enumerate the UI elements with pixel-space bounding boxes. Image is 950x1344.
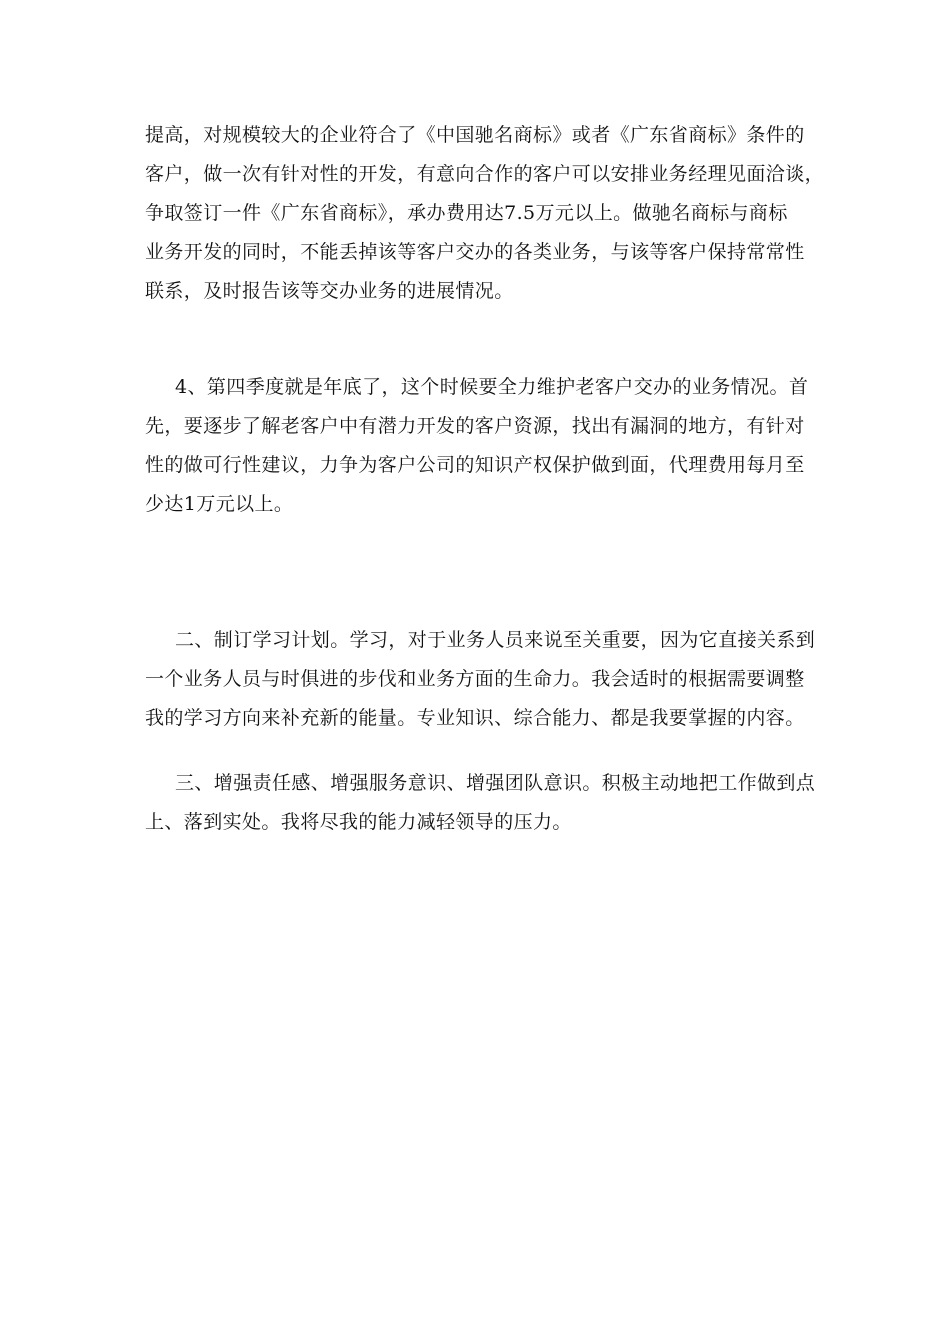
paragraph-fourth-quarter [145,368,810,524]
text-line: 一个业务人员与时俱进的步伐和业务方面的生命力。我会适时的根据需要调整 [145,668,805,690]
text-line: 性的做可行性建议，力争为客户公司的知识产权保护做到面，代理费用每月至 [145,454,805,476]
text-line: 先，要逐步了解老客户中有潜力开发的客户资源，找出有漏洞的地方，有针对 [145,415,805,437]
text-line: 三、增强责任感、增强服务意识、增强团队意识。积极主动地把工作做到点 [175,772,816,794]
text-line: 联系，及时报告该等交办业务的进展情况。 [145,280,514,302]
text-line: 少达1万元以上。 [145,493,294,515]
text-line: 上、落到实处。我将尽我的能力减轻领导的压力。 [145,811,572,833]
paragraph-trademark-development [145,116,825,311]
text-line: 争取签订一件《广东省商标》，承办费用达7.5万元以上。做驰名商标与商标 [145,202,788,224]
text-line: 业务开发的同时，不能丢掉该等客户交办的各类业务，与该等客户保持常常性 [145,241,805,263]
text-line: 二、制订学习计划。学习，对于业务人员来说至关重要，因为它直接关系到 [175,629,816,651]
text-line: 4、第四季度就是年底了，这个时候要全力维护老客户交办的业务情况。首 [175,376,809,398]
text-line: 提高，对规模较大的企业符合了《中国驰名商标》或者《广东省商标》条件的 [145,124,805,146]
paragraph-responsibility [145,764,816,842]
text-line: 我的学习方向来补充新的能量。专业知识、综合能力、都是我要掌握的内容。 [145,707,805,729]
paragraph-study-plan [145,621,816,738]
text-line: 客户，做一次有针对性的开发，有意向合作的客户可以安排业务经理见面洽谈， [145,163,825,185]
